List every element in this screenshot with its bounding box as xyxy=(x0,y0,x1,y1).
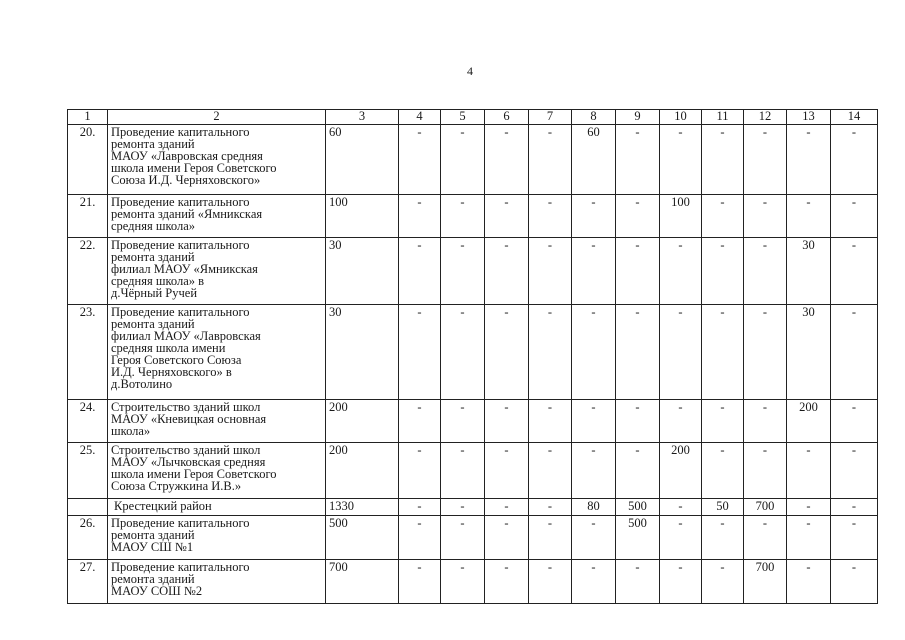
row-name-line: ремонта зданий xyxy=(111,250,195,264)
value-cell: 30 xyxy=(787,238,831,305)
row-total: 100 xyxy=(326,195,399,238)
value-cell: - xyxy=(660,400,702,443)
value-cell: - xyxy=(399,238,441,305)
value-cell: - xyxy=(529,305,572,400)
value-cell: - xyxy=(744,125,787,195)
row-name-line: Проведение капитального xyxy=(111,560,250,574)
value-cell: - xyxy=(616,400,660,443)
value-cell: - xyxy=(831,125,878,195)
row-name xyxy=(108,516,326,560)
value-cell: - xyxy=(616,305,660,400)
value-cell: 50 xyxy=(702,499,744,516)
value-cell: 700 xyxy=(744,499,787,516)
row-total: 500 xyxy=(326,516,399,560)
row-number: 23. xyxy=(68,305,108,400)
row-name xyxy=(108,238,326,305)
value-cell: - xyxy=(441,195,485,238)
value-cell: - xyxy=(702,125,744,195)
row-name xyxy=(108,560,326,604)
row-name-line: Крестецкий район xyxy=(114,499,212,513)
value-cell: - xyxy=(787,443,831,499)
value-cell: - xyxy=(702,560,744,604)
value-cell: - xyxy=(485,125,529,195)
row-name-line: Проведение капитального xyxy=(111,305,250,319)
header-cell: 5 xyxy=(441,110,485,125)
value-cell: - xyxy=(441,305,485,400)
value-cell: - xyxy=(831,238,878,305)
header-cell: 9 xyxy=(616,110,660,125)
row-name-line: Проведение капитального xyxy=(111,195,250,209)
header-cell: 11 xyxy=(702,110,744,125)
row-total: 1330 xyxy=(326,499,399,516)
row-number: 27. xyxy=(68,560,108,604)
value-cell: - xyxy=(831,443,878,499)
row-name-line: МАОУ «Лавровская средняя xyxy=(111,149,263,163)
value-cell: 500 xyxy=(616,516,660,560)
value-cell: - xyxy=(787,516,831,560)
value-cell: - xyxy=(787,195,831,238)
value-cell: - xyxy=(702,400,744,443)
value-cell: - xyxy=(787,560,831,604)
value-cell: 700 xyxy=(744,560,787,604)
row-number: 26. xyxy=(68,516,108,560)
value-cell: - xyxy=(485,443,529,499)
row-total: 200 xyxy=(326,400,399,443)
row-number: 22. xyxy=(68,238,108,305)
value-cell: - xyxy=(485,238,529,305)
value-cell: - xyxy=(485,499,529,516)
row-name-line: средняя школа» в xyxy=(111,274,205,288)
row-name-line: филиал МАОУ «Ямникская xyxy=(111,262,258,276)
row-name-line: И.Д. Черняховского» в xyxy=(111,365,232,379)
header-cell: 1 xyxy=(68,110,108,125)
value-cell: - xyxy=(744,195,787,238)
value-cell: 30 xyxy=(787,305,831,400)
value-cell: - xyxy=(572,195,616,238)
value-cell: - xyxy=(529,195,572,238)
value-cell: - xyxy=(831,400,878,443)
value-cell: - xyxy=(660,125,702,195)
row-number: 25. xyxy=(68,443,108,499)
table-row xyxy=(68,195,878,238)
value-cell: - xyxy=(529,499,572,516)
value-cell: - xyxy=(702,238,744,305)
value-cell: - xyxy=(572,516,616,560)
row-number: 20. xyxy=(68,125,108,195)
value-cell: - xyxy=(529,516,572,560)
value-cell: - xyxy=(831,516,878,560)
header-cell: 10 xyxy=(660,110,702,125)
header-row xyxy=(68,110,878,125)
value-cell: 100 xyxy=(660,195,702,238)
header-cell: 2 xyxy=(108,110,326,125)
row-total: 200 xyxy=(326,443,399,499)
table-row xyxy=(68,400,878,443)
value-cell: - xyxy=(529,560,572,604)
value-cell: - xyxy=(399,400,441,443)
value-cell: - xyxy=(399,516,441,560)
row-name-line: МАОУ СШ №1 xyxy=(111,540,194,554)
value-cell: - xyxy=(485,195,529,238)
table-row xyxy=(68,560,878,604)
value-cell: 500 xyxy=(616,499,660,516)
region-row xyxy=(68,499,878,516)
row-number: 21. xyxy=(68,195,108,238)
value-cell: - xyxy=(702,305,744,400)
value-cell: - xyxy=(616,195,660,238)
value-cell: 60 xyxy=(572,125,616,195)
value-cell: - xyxy=(485,400,529,443)
value-cell: - xyxy=(399,499,441,516)
row-name xyxy=(108,499,326,516)
row-name-line: МАОУ СОШ №2 xyxy=(111,584,203,598)
header-cell: 7 xyxy=(529,110,572,125)
value-cell: - xyxy=(572,305,616,400)
value-cell: - xyxy=(831,195,878,238)
value-cell: - xyxy=(399,305,441,400)
value-cell: - xyxy=(831,305,878,400)
value-cell: - xyxy=(744,516,787,560)
row-name-line: школа имени Героя Советского xyxy=(111,467,277,481)
row-name-line: Проведение капитального xyxy=(111,125,250,139)
value-cell: - xyxy=(744,238,787,305)
value-cell: - xyxy=(616,560,660,604)
value-cell: - xyxy=(744,400,787,443)
value-cell: - xyxy=(485,560,529,604)
row-name xyxy=(108,125,326,195)
value-cell: - xyxy=(485,516,529,560)
value-cell: - xyxy=(572,560,616,604)
value-cell: - xyxy=(399,443,441,499)
value-cell: - xyxy=(660,516,702,560)
value-cell: - xyxy=(702,443,744,499)
row-name-line: ремонта зданий «Ямникская xyxy=(111,207,263,221)
row-total: 30 xyxy=(326,305,399,400)
table-body xyxy=(68,110,878,604)
data-table xyxy=(67,109,878,604)
value-cell: - xyxy=(572,238,616,305)
row-name-line: средняя школа имени xyxy=(111,341,226,355)
value-cell: - xyxy=(660,560,702,604)
header-cell: 6 xyxy=(485,110,529,125)
row-total: 60 xyxy=(326,125,399,195)
table-row xyxy=(68,305,878,400)
header-cell: 12 xyxy=(744,110,787,125)
value-cell: - xyxy=(744,443,787,499)
header-cell: 8 xyxy=(572,110,616,125)
value-cell: - xyxy=(441,499,485,516)
value-cell: - xyxy=(441,443,485,499)
row-name-line: филиал МАОУ «Лавровская xyxy=(111,329,261,343)
row-name-line: Строительство зданий школ xyxy=(111,443,261,457)
row-name-line: МАОУ «Лычковская средняя xyxy=(111,455,266,469)
row-name xyxy=(108,443,326,499)
header-cell: 13 xyxy=(787,110,831,125)
row-name-line: Строительство зданий школ xyxy=(111,400,261,414)
value-cell: - xyxy=(616,125,660,195)
row-total: 30 xyxy=(326,238,399,305)
value-cell: - xyxy=(787,499,831,516)
value-cell: - xyxy=(616,238,660,305)
value-cell: - xyxy=(529,443,572,499)
value-cell: 200 xyxy=(660,443,702,499)
row-name-line: Союза Стружкина И.В.» xyxy=(111,479,242,493)
row-name-line: Проведение капитального xyxy=(111,238,250,252)
value-cell: - xyxy=(441,400,485,443)
row-name-line: средняя школа» xyxy=(111,219,196,233)
value-cell: - xyxy=(529,238,572,305)
value-cell: - xyxy=(441,125,485,195)
value-cell: - xyxy=(660,238,702,305)
row-name-line: ремонта зданий xyxy=(111,528,195,542)
value-cell: - xyxy=(572,400,616,443)
row-number xyxy=(68,499,108,516)
table-row xyxy=(68,443,878,499)
row-name xyxy=(108,400,326,443)
value-cell: - xyxy=(572,443,616,499)
header-cell: 3 xyxy=(326,110,399,125)
row-name xyxy=(108,195,326,238)
row-name-line: ремонта зданий xyxy=(111,137,195,151)
value-cell: - xyxy=(831,499,878,516)
value-cell: - xyxy=(441,238,485,305)
row-name xyxy=(108,305,326,400)
value-cell: - xyxy=(660,499,702,516)
row-name-line: школа» xyxy=(111,424,151,438)
value-cell: - xyxy=(702,195,744,238)
table-row xyxy=(68,238,878,305)
value-cell: - xyxy=(831,560,878,604)
value-cell: - xyxy=(702,516,744,560)
row-name-line: школа имени Героя Советского xyxy=(111,161,277,175)
table-row xyxy=(68,125,878,195)
row-name-line: Союза И.Д. Черняховского» xyxy=(111,173,261,187)
row-name-line: Героя Советского Союза xyxy=(111,353,242,367)
value-cell: - xyxy=(485,305,529,400)
value-cell: 80 xyxy=(572,499,616,516)
row-number: 24. xyxy=(68,400,108,443)
table-row xyxy=(68,516,878,560)
row-name-line: ремонта зданий xyxy=(111,317,195,331)
row-total: 700 xyxy=(326,560,399,604)
row-name-line: ремонта зданий xyxy=(111,572,195,586)
page-number: 4 xyxy=(467,64,473,78)
row-name-line: МАОУ «Кневицкая основная xyxy=(111,412,267,426)
value-cell: - xyxy=(744,305,787,400)
value-cell: - xyxy=(787,125,831,195)
value-cell: - xyxy=(441,516,485,560)
header-cell: 4 xyxy=(399,110,441,125)
value-cell: 200 xyxy=(787,400,831,443)
row-name-line: д.Чёрный Ручей xyxy=(111,286,198,300)
value-cell: - xyxy=(529,125,572,195)
value-cell: - xyxy=(660,305,702,400)
value-cell: - xyxy=(399,195,441,238)
row-name-line: Проведение капитального xyxy=(111,516,250,530)
row-name-line: д.Вотолино xyxy=(111,377,173,391)
value-cell: - xyxy=(616,443,660,499)
value-cell: - xyxy=(441,560,485,604)
value-cell: - xyxy=(399,125,441,195)
value-cell: - xyxy=(399,560,441,604)
header-cell: 14 xyxy=(831,110,878,125)
value-cell: - xyxy=(529,400,572,443)
